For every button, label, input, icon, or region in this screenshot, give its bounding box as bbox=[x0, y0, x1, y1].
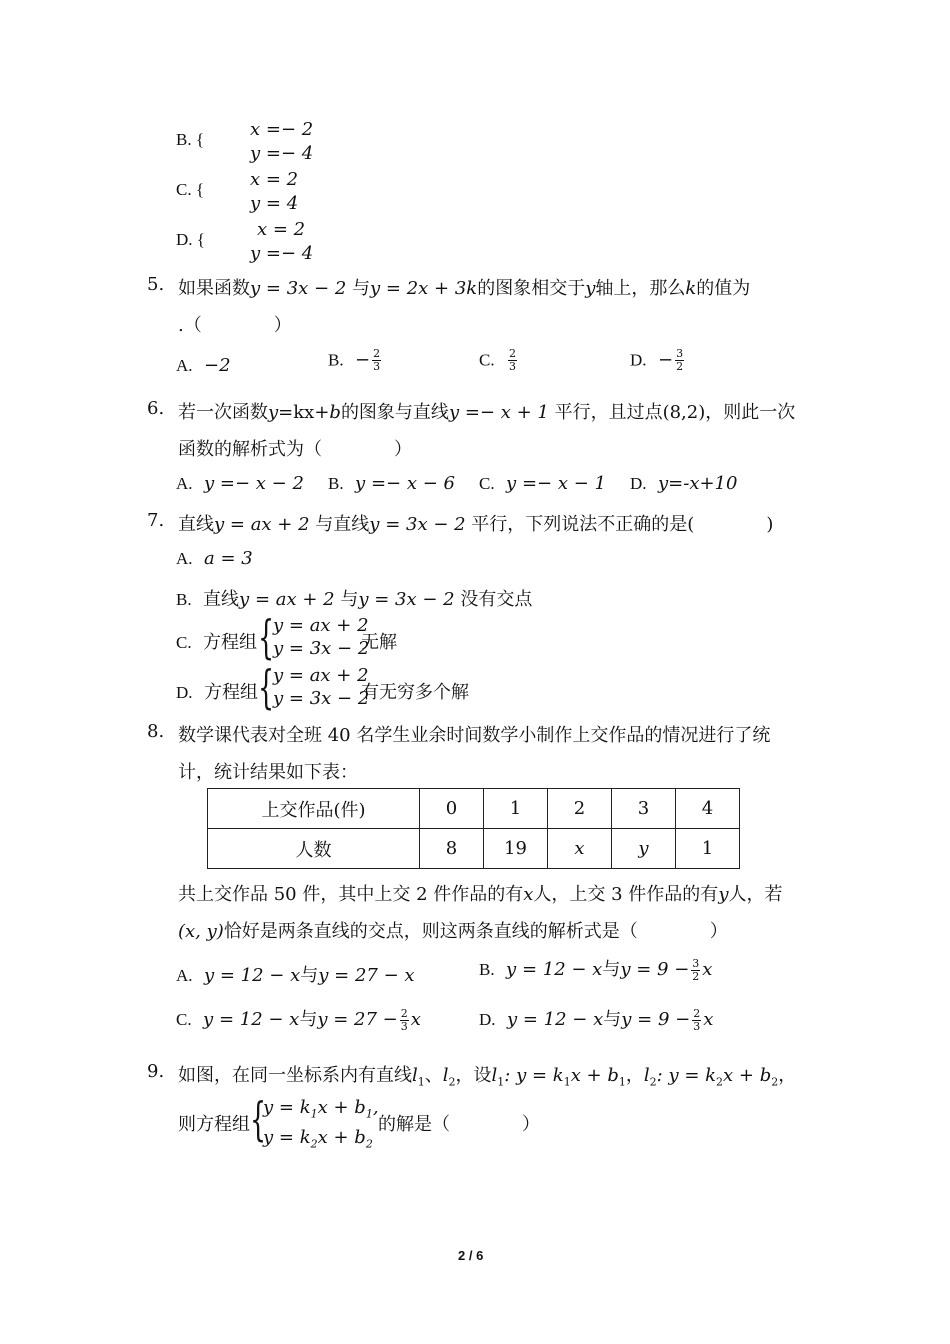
q9-def-l1-rest: x + b bbox=[570, 1065, 619, 1086]
q7-option-b-text: 直线 bbox=[203, 589, 240, 610]
q5-var-y: y bbox=[585, 278, 596, 299]
q9-def-l2: l bbox=[643, 1065, 650, 1086]
q9-def-l1-eq: : y = k bbox=[504, 1065, 564, 1086]
q8-option-d bbox=[479, 1005, 713, 1033]
q7-text: 直线 bbox=[178, 514, 214, 535]
q6-option-a-label: A. bbox=[176, 474, 193, 493]
q8-var-y: y bbox=[718, 884, 729, 905]
q9-line2-text: 则方程组 bbox=[178, 1114, 250, 1135]
q8-option-a-label: A. bbox=[176, 966, 193, 985]
q8-option-b bbox=[479, 955, 712, 983]
table-header-cell: 3 bbox=[612, 789, 676, 829]
q8-option-b-fraction: $\frac{3}{2}$ bbox=[692, 956, 700, 983]
q7-text: 与直线 bbox=[309, 514, 370, 535]
q8-point: (x, y) bbox=[178, 921, 224, 942]
q7-option-b-line-2: y = 3x − 2 bbox=[358, 589, 455, 610]
q5-option-c-label: C. bbox=[479, 350, 495, 370]
table-row bbox=[208, 789, 740, 829]
q8-option-d-line-1: y = 12 − x bbox=[506, 1009, 604, 1030]
q5-option-d-sign: − bbox=[657, 349, 674, 371]
q9-subscript: 2 bbox=[649, 1075, 657, 1089]
q5-var-k: k bbox=[685, 278, 697, 299]
q6-number: 6. bbox=[147, 398, 165, 419]
table-header-cell: 0 bbox=[420, 789, 484, 829]
table-cell: 1 bbox=[676, 829, 740, 869]
q6-stem bbox=[178, 398, 795, 424]
q9-system-brace: { bbox=[250, 1092, 267, 1146]
q8-option-d-label: D. bbox=[479, 1010, 496, 1029]
q5-answer-blank: .（ ） bbox=[178, 315, 292, 336]
q6-option-c-label: C. bbox=[479, 474, 495, 493]
q8-option-c-x: x bbox=[410, 1009, 421, 1030]
q8-paragraph-line1 bbox=[178, 880, 782, 906]
q4-option-b-label: B. { bbox=[176, 130, 204, 149]
table-row bbox=[208, 829, 740, 869]
q8-text: 人，若 bbox=[728, 884, 783, 905]
q6-option-a-value: y =− x − 2 bbox=[203, 473, 304, 494]
q6-stem-line2: 函数的解析式为（ ） bbox=[178, 439, 412, 460]
q8-option-c-text: 与 bbox=[299, 1009, 318, 1030]
q8-option-b-line-2: y = 9 − bbox=[620, 959, 690, 980]
q9-stem bbox=[178, 1061, 796, 1089]
q9-system-eq-1: $y = k_1x + b_1$, bbox=[263, 1097, 379, 1121]
q7-option-b bbox=[176, 585, 532, 611]
q8-option-d-line-2: y = 9 − bbox=[621, 1009, 691, 1030]
q7-option-a-value: a = 3 bbox=[203, 548, 253, 569]
q6-option-c bbox=[479, 473, 606, 494]
q7-text: 平行，下列说法不正确的是( ) bbox=[465, 514, 774, 535]
q8-option-d-x: x bbox=[703, 1009, 714, 1030]
q9-line-l1: l bbox=[412, 1065, 418, 1086]
q7-option-d-brace: { bbox=[258, 660, 275, 714]
q6-option-d-value: y=-x+10 bbox=[657, 473, 738, 494]
q5-option-c bbox=[479, 348, 519, 373]
q4-option-b-y: y =− 4 bbox=[250, 143, 314, 164]
q5-text: 如果函数 bbox=[178, 278, 250, 299]
q9-subscript: 1 bbox=[497, 1075, 505, 1089]
q4-option-d-label: D. { bbox=[176, 230, 205, 249]
q6-option-d-label: D. bbox=[630, 474, 647, 493]
table-header-cell: 1 bbox=[484, 789, 548, 829]
q9-answer-blank: 的解是（ ） bbox=[378, 1114, 540, 1135]
q6-text: 若一次函数 bbox=[178, 402, 268, 423]
q8-paragraph-line2 bbox=[178, 917, 728, 943]
q6-option-c-value: y =− x − 1 bbox=[506, 473, 606, 494]
q5-text: 的值为 bbox=[696, 278, 751, 299]
q5-text: 轴上，那么 bbox=[595, 278, 686, 299]
q8-option-c-label: C. bbox=[176, 1010, 192, 1029]
q6-text: 平行，且过点(8,2)，则此一次 bbox=[548, 402, 796, 423]
q7-option-d-label-row bbox=[176, 678, 258, 704]
q7-option-d-system bbox=[273, 664, 369, 710]
q7-option-d-result: 有无穷多个解 bbox=[361, 682, 469, 703]
q6-function-body: =kx+ bbox=[278, 402, 330, 423]
q8-option-d-text: 与 bbox=[603, 1009, 622, 1030]
q4-option-c-label: C. { bbox=[176, 180, 204, 199]
q5-option-c-fraction: $\frac{2}{3}$ bbox=[509, 347, 517, 373]
q7-option-c-text: 方程组 bbox=[203, 632, 258, 653]
q7-option-d-label: D. bbox=[176, 683, 193, 702]
q8-option-c-fraction: $\frac{2}{3}$ bbox=[400, 1006, 408, 1033]
q9-line-l2: l bbox=[442, 1065, 449, 1086]
q4-option-c-x: x = 2 bbox=[250, 169, 299, 190]
q9-def-l1: l bbox=[491, 1065, 498, 1086]
q8-option-b-line-1: y = 12 − x bbox=[506, 959, 603, 980]
q9-subscript: 2 bbox=[771, 1075, 779, 1089]
q6-function-y: y bbox=[268, 402, 279, 423]
q7-option-a bbox=[176, 548, 253, 569]
q9-system-eq-2: $y = k_2x + b_2$ bbox=[263, 1126, 373, 1151]
q7-option-c-brace: { bbox=[258, 610, 275, 664]
q6-option-b-label: B. bbox=[328, 474, 344, 493]
q5-option-a bbox=[176, 355, 231, 376]
q6-option-b-value: y =− x − 6 bbox=[355, 473, 455, 494]
q5-number: 5. bbox=[147, 274, 165, 295]
table-header-cell: 2 bbox=[548, 789, 612, 829]
q5-option-b-sign: − bbox=[355, 349, 371, 371]
table-header-cell: 4 bbox=[676, 789, 740, 829]
q8-option-d-fraction: $\frac{2}{3}$ bbox=[693, 1006, 701, 1033]
q7-line-1: y = ax + 2 bbox=[214, 514, 310, 535]
q7-option-c-system bbox=[273, 614, 369, 660]
q4-option-d-y: y =− 4 bbox=[250, 243, 314, 264]
q7-option-c-eq-1: y = ax + 2 bbox=[273, 615, 369, 636]
q8-option-b-x: x bbox=[702, 959, 713, 980]
q4-option-c-y: y = 4 bbox=[250, 193, 299, 214]
page-number: 2 / 6 bbox=[458, 1248, 484, 1263]
q8-option-c-line-2: y = 27 − bbox=[317, 1009, 398, 1030]
table-cell: x bbox=[548, 829, 612, 869]
q7-option-b-label: B. bbox=[176, 590, 192, 609]
q7-option-d-eq-2: y = 3x − 2 bbox=[273, 688, 370, 709]
q6-option-a bbox=[176, 473, 304, 494]
q7-option-b-text: 没有交点 bbox=[454, 589, 533, 610]
q9-text: 如图，在同一坐标系内有直线 bbox=[178, 1065, 412, 1086]
q7-option-c-label: C. bbox=[176, 633, 192, 652]
q4-option-c-system bbox=[250, 168, 298, 216]
q5-option-d-fraction: $\frac{3}{2}$ bbox=[676, 347, 684, 373]
q8-option-a-line-1: y = 12 − x bbox=[203, 965, 301, 986]
q4-option-b-x: x =− 2 bbox=[250, 119, 314, 140]
q9-text: 、 bbox=[424, 1065, 443, 1086]
q6-line: y =− x + 1 bbox=[448, 402, 549, 423]
q4-option-d-system bbox=[250, 218, 313, 266]
q5-text: 的图象相交于 bbox=[477, 278, 586, 299]
q8-stem-line1: 数学课代表对全班 40 名学生业余时间数学小制作上交作品的情况进行了统 bbox=[178, 725, 771, 746]
q7-number: 7. bbox=[147, 510, 165, 531]
q8-option-c bbox=[176, 1005, 421, 1033]
q9-text: ， bbox=[778, 1065, 797, 1086]
q9-subscript: 2 bbox=[448, 1075, 456, 1089]
q8-var-x: x bbox=[523, 884, 534, 905]
q5-function-2: y = 2x + 3k bbox=[370, 278, 478, 299]
q6-option-d bbox=[630, 473, 737, 494]
q6-text: 的图象与直线 bbox=[340, 402, 449, 423]
q7-line-2: y = 3x − 2 bbox=[369, 514, 466, 535]
q5-option-b-label: B. bbox=[328, 350, 344, 370]
q9-text: ， bbox=[625, 1065, 644, 1086]
q8-text: 共上交作品 50 件，其中上交 2 件作品的有 bbox=[178, 884, 524, 905]
q9-subscript: 1 bbox=[563, 1075, 571, 1089]
q8-option-c-line-1: y = 12 − x bbox=[203, 1009, 300, 1030]
q9-subscript: 1 bbox=[618, 1075, 626, 1089]
q7-option-b-text: 与 bbox=[334, 589, 359, 610]
q7-option-c-label-row bbox=[176, 628, 257, 654]
q8-stem-line2: 计，统计结果如下表： bbox=[178, 762, 358, 783]
q9-number: 9. bbox=[147, 1061, 165, 1082]
q5-option-b-fraction: $\frac{2}{3}$ bbox=[373, 347, 381, 373]
q6-function-b: b bbox=[329, 402, 341, 423]
table-cell: 8 bbox=[420, 829, 484, 869]
q9-text: ，设 bbox=[455, 1065, 492, 1086]
q6-option-b bbox=[328, 473, 455, 494]
q5-stem bbox=[178, 274, 750, 300]
q7-option-b-line-1: y = ax + 2 bbox=[239, 589, 335, 610]
q5-option-a-value: −2 bbox=[203, 355, 231, 376]
q5-option-d bbox=[630, 348, 686, 373]
q4-option-d-x: x = 2 bbox=[257, 219, 306, 240]
table-cell: 19 bbox=[484, 829, 548, 869]
q9-def-l2-rest: x + b bbox=[723, 1065, 772, 1086]
table-header-cell: 上交作品(件) bbox=[208, 789, 420, 829]
q5-function-1: y = 3x − 2 bbox=[250, 278, 347, 299]
table-cell: 人数 bbox=[208, 829, 420, 869]
q7-option-d-eq-1: y = ax + 2 bbox=[273, 665, 369, 686]
q7-option-c-result: 无解 bbox=[361, 632, 397, 653]
q4-option-b-system bbox=[250, 118, 313, 166]
q8-option-a-text: 与 bbox=[300, 965, 319, 986]
table-cell: y bbox=[612, 829, 676, 869]
q8-number: 8. bbox=[147, 721, 165, 742]
q8-text: 人，上交 3 件作品的有 bbox=[533, 884, 719, 905]
q7-stem bbox=[178, 510, 773, 536]
q5-option-b bbox=[328, 348, 383, 373]
q8-option-a bbox=[176, 961, 415, 987]
q5-text: 与 bbox=[346, 278, 371, 299]
q5-option-a-label: A. bbox=[176, 356, 193, 375]
q8-option-b-text: 与 bbox=[602, 959, 621, 980]
q8-text: 恰好是两条直线的交点，则这两条直线的解析式是（ ） bbox=[223, 921, 728, 942]
q5-option-d-label: D. bbox=[630, 350, 647, 370]
q7-option-c-eq-2: y = 3x − 2 bbox=[273, 638, 370, 659]
q9-subscript: 1 bbox=[417, 1075, 425, 1089]
q9-system bbox=[263, 1096, 379, 1155]
q8-option-a-line-2: y = 27 − x bbox=[318, 965, 415, 986]
q9-subscript: 2 bbox=[716, 1075, 724, 1089]
q8-option-b-label: B. bbox=[479, 960, 495, 979]
q7-option-d-text: 方程组 bbox=[203, 682, 258, 703]
q9-def-l2-eq: : y = k bbox=[656, 1065, 717, 1086]
q7-option-a-label: A. bbox=[176, 549, 193, 568]
q8-statistics-table bbox=[207, 788, 740, 869]
